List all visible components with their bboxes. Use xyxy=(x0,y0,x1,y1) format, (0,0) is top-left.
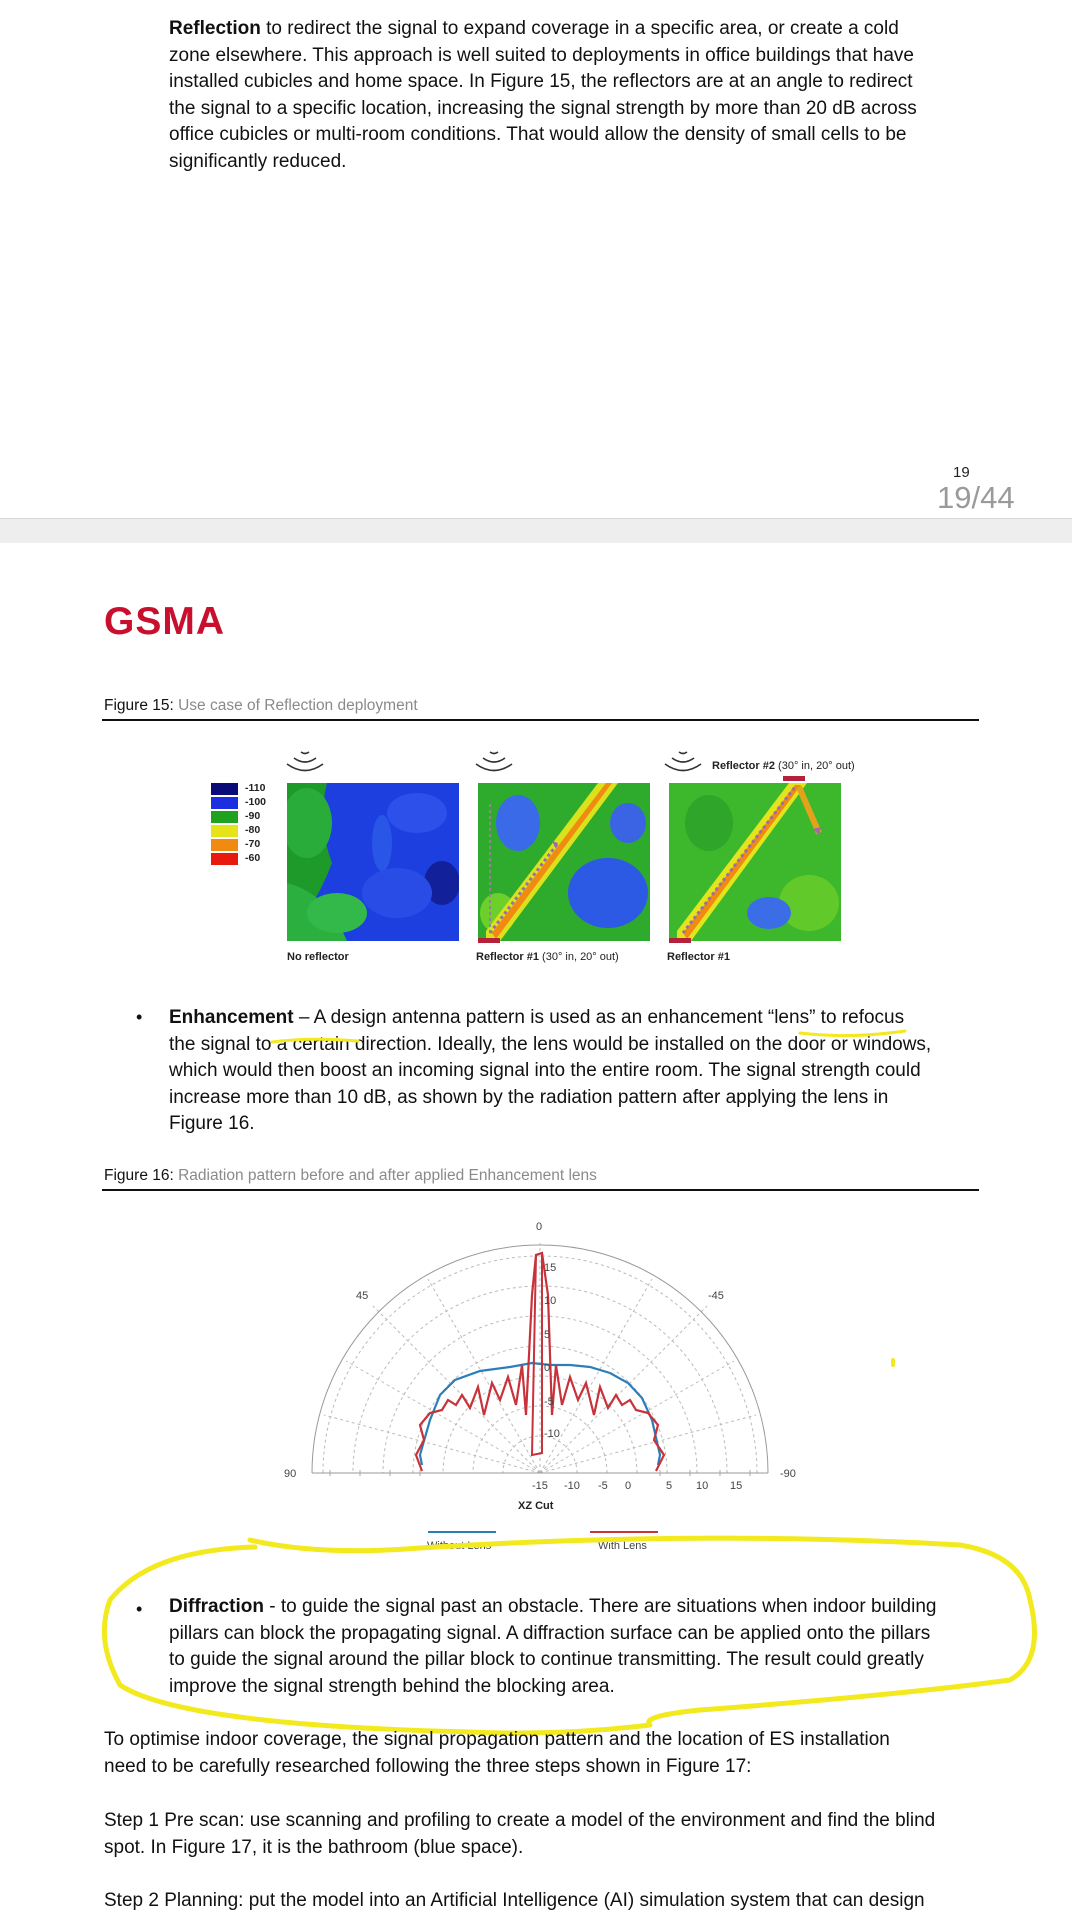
radial-label: 10 xyxy=(544,1295,557,1307)
x-axis-label: XZ Cut xyxy=(518,1500,554,1512)
legend-value: -80 xyxy=(245,824,261,836)
legend-swatch xyxy=(211,853,238,865)
diffraction-line: to guide the signal around the pillar block to continue transmitting. The result could greatly xyxy=(169,1649,924,1670)
reflector-marker xyxy=(783,776,805,781)
legend-swatch xyxy=(211,783,238,795)
legend-label-with: With Lens xyxy=(598,1540,647,1552)
diffraction-line: - to guide the signal past an obstacle. There are situations when indoor building xyxy=(264,1596,937,1617)
tick-label: 10 xyxy=(696,1480,709,1492)
reflection-line: zone elsewhere. This approach is well suited to deployments in office buildings that have xyxy=(169,44,914,66)
heatmap-reflector-1 xyxy=(478,783,650,941)
panel-label-bold: Reflector #2 xyxy=(712,760,775,772)
optimise-paragraph xyxy=(104,1727,890,1780)
bullet-marker: • xyxy=(136,1599,143,1619)
panel-label-no-reflector: No reflector xyxy=(287,951,349,963)
enhancement-line: increase more than 10 dB, as shown by the radiation pattern after applying the lens in xyxy=(169,1086,889,1108)
legend-value: -110 xyxy=(245,782,266,794)
panel-label-reflector-2 xyxy=(712,760,855,772)
legend-swatch xyxy=(211,797,238,809)
legend-swatch xyxy=(211,811,238,823)
step1-line: Step 1 Pre scan: use scanning and profiling to create a model of the environment and find the blind xyxy=(104,1810,936,1831)
reflection-line: installed cubicles and home space. In Figure 15, the reflectors are at an angle to redirect xyxy=(169,71,913,92)
figure-15-caption xyxy=(104,697,418,715)
tick-label: 5 xyxy=(666,1480,673,1492)
page-number: 19 xyxy=(953,464,970,481)
figure-15-rule xyxy=(102,719,979,721)
reflector-marker xyxy=(478,938,500,943)
legend-value: -100 xyxy=(245,796,267,808)
angle-label-90: 90 xyxy=(284,1468,297,1480)
figure-15-label: Figure 15: xyxy=(104,697,174,714)
radial-label: -10 xyxy=(544,1428,560,1440)
polar-grid xyxy=(323,1243,757,1473)
enhancement-line: Figure 16. xyxy=(169,1113,255,1134)
angle-label-0: 0 xyxy=(536,1221,543,1233)
step2-paragraph xyxy=(104,1888,925,1915)
signal-source-icon xyxy=(660,746,706,776)
angle-label-neg90: -90 xyxy=(780,1468,796,1480)
figure-16-caption xyxy=(104,1167,597,1185)
radial-label: -5 xyxy=(544,1396,554,1408)
highlight-underline xyxy=(270,1025,910,1047)
enhancement-line: which would then boost an incoming signal into the entire room. The signal strength could xyxy=(169,1060,921,1081)
legend-swatch xyxy=(211,825,238,837)
panel-label-reflector-1 xyxy=(476,951,619,963)
highlight-loop xyxy=(0,1520,1072,1750)
reflection-line: significantly reduced. xyxy=(169,150,347,172)
reflection-term: Reflection xyxy=(169,18,261,39)
heatmap-reflector-2 xyxy=(669,783,841,941)
tick-label: 15 xyxy=(730,1480,743,1492)
optimise-line: To optimise indoor coverage, the signal propagation pattern and the location of ES installation xyxy=(104,1729,890,1750)
radiation-pattern-plot xyxy=(270,1215,810,1555)
tick-label: -10 xyxy=(564,1480,580,1492)
figure-16-rule xyxy=(102,1189,979,1191)
legend-value: -60 xyxy=(245,852,261,864)
optimise-line: need to be carefully researched following the three steps shown in Figure 17: xyxy=(104,1755,752,1777)
legend-label-without: Without Lens xyxy=(427,1540,492,1552)
gsma-logo: GSMA xyxy=(104,600,225,643)
panel-label-light: (30° in, 20° out) xyxy=(538,951,619,963)
legend-value: -90 xyxy=(245,810,261,822)
highlight-dot xyxy=(891,1358,895,1367)
signal-source-icon xyxy=(471,746,517,776)
heatmap-no-reflector xyxy=(287,783,459,941)
reflector-marker xyxy=(669,938,691,943)
reflection-line: the signal to a specific location, increasing the signal strength by more than 20 dB across xyxy=(169,97,917,119)
bullet-marker: • xyxy=(136,1007,143,1027)
panel-label-reflector-1b: Reflector #1 xyxy=(667,951,730,963)
angle-label-45: 45 xyxy=(356,1290,369,1302)
reflection-line: office cubicles or multi-room conditions. That would allow the density of small cells to be xyxy=(169,124,907,145)
enhancement-line: the signal to a certain direction. Ideally, the lens would be installed on the door or windows, xyxy=(169,1033,932,1055)
step1-line: spot. In Figure 17, it is the bathroom (blue space). xyxy=(104,1836,524,1858)
angle-label-neg45: -45 xyxy=(708,1290,724,1302)
legend-value: -70 xyxy=(245,838,261,850)
reflection-line: to redirect the signal to expand coverage in a specific area, or create a cold xyxy=(260,18,899,39)
radial-label: 0 xyxy=(544,1362,551,1374)
tick-label: -5 xyxy=(598,1480,608,1492)
signal-source-icon xyxy=(282,746,328,776)
page-counter: 19/44 xyxy=(937,480,1015,515)
enhancement-term: Enhancement xyxy=(169,1007,294,1028)
enhancement-line: – A design antenna pattern is used as an enhancement “lens” to refocus xyxy=(293,1007,905,1028)
panel-label-light: (30° in, 20° out) xyxy=(774,760,855,772)
diffraction-line: pillars can block the propagating signal. A diffraction surface can be applied onto the pillars xyxy=(169,1622,931,1644)
figure-15-title: Use case of Reflection deployment xyxy=(173,697,418,714)
tick-label: -15 xyxy=(532,1480,548,1492)
step2-line: Step 2 Planning: put the model into an Artificial Intelligence (AI) simulation system that can design xyxy=(104,1890,925,1911)
page-separator xyxy=(0,518,1072,544)
document-page-19 xyxy=(0,0,1072,518)
figure-16-title: Radiation pattern before and after applied Enhancement lens xyxy=(173,1167,597,1184)
reflection-paragraph xyxy=(169,16,917,175)
figure-16-label: Figure 16: xyxy=(104,1167,174,1184)
step1-paragraph xyxy=(104,1808,935,1861)
diffraction-term: Diffraction xyxy=(169,1596,264,1617)
series-without-lens xyxy=(420,1363,660,1465)
diffraction-line: improve the signal strength behind the blocking area. xyxy=(169,1675,615,1697)
legend-swatch xyxy=(211,839,238,851)
panel-label-bold: Reflector #1 xyxy=(476,951,539,963)
radial-label: 5 xyxy=(544,1329,551,1341)
tick-label: 0 xyxy=(625,1480,632,1492)
radial-label: 15 xyxy=(544,1262,557,1274)
